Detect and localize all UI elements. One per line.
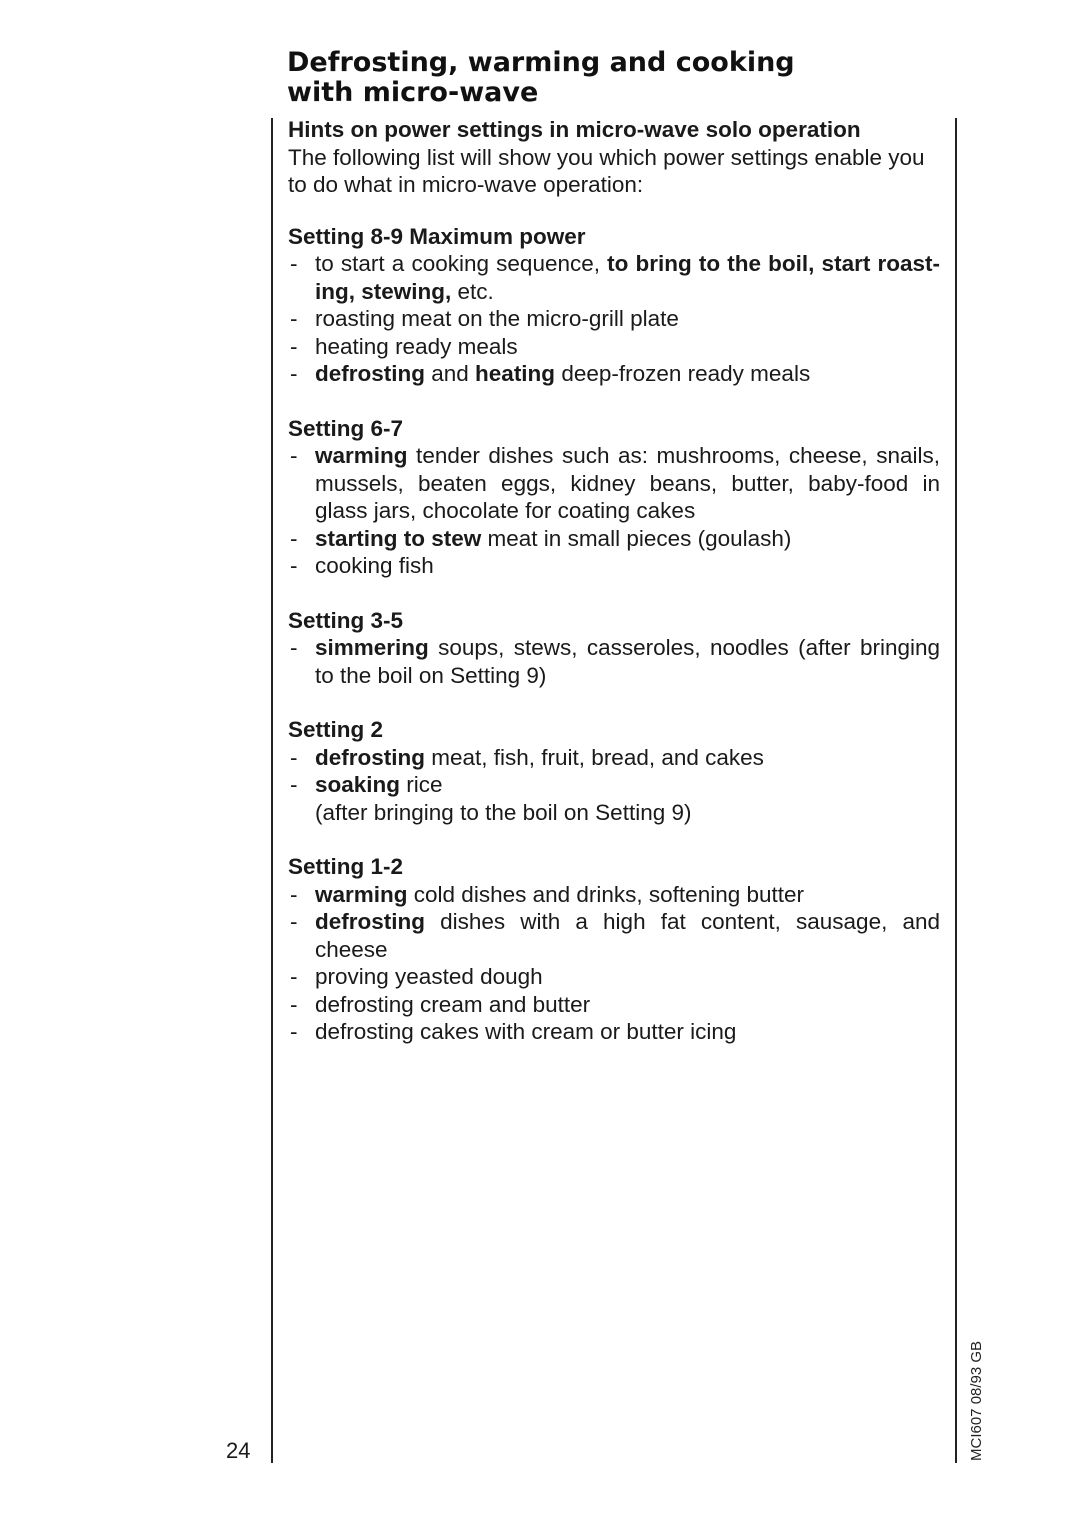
list-item: - proving yeasted dough bbox=[288, 963, 940, 991]
setting-list bbox=[288, 442, 940, 580]
right-margin-rule bbox=[955, 118, 957, 1463]
setting-heading: Setting 3-5 bbox=[288, 607, 404, 633]
list-item: - warming cold dishes and drinks, softening butter bbox=[288, 881, 940, 909]
list-item: - heating ready meals bbox=[288, 333, 940, 361]
setting-list bbox=[288, 744, 940, 827]
left-margin-rule bbox=[271, 118, 273, 1463]
list-item: - defrosting cream and butter bbox=[288, 991, 940, 1019]
list-item: - to start a cooking sequence, to bring to the boil, start roasting, stewing, etc. bbox=[288, 250, 940, 305]
list-item: - defrosting dishes with a high fat content, sausage, and cheese bbox=[288, 908, 940, 963]
settings-sections bbox=[288, 223, 940, 1046]
page-number: 24 bbox=[226, 1438, 251, 1463]
list-item: - cooking fish bbox=[288, 552, 940, 580]
list-item: - simmering soups, stews, casseroles, noodles (after bringing to the boil on Setting 9) bbox=[288, 634, 940, 689]
list-item: - defrosting meat, fish, fruit, bread, and cakes bbox=[288, 744, 940, 772]
list-item: - soaking rice bbox=[288, 771, 940, 799]
setting-section bbox=[288, 607, 940, 690]
list-item: - defrosting cakes with cream or butter icing bbox=[288, 1018, 940, 1046]
setting-heading: Setting 8-9 Maximum power bbox=[288, 223, 586, 249]
setting-section bbox=[288, 716, 940, 826]
setting-heading: Setting 6-7 bbox=[288, 415, 404, 441]
setting-section bbox=[288, 415, 940, 580]
list-item: (after bringing to the boil on Setting 9) bbox=[315, 799, 692, 825]
intro-heading: Hints on power settings in micro-wave solo operation bbox=[288, 117, 861, 142]
page-title-line-1: Defrosting, warming and cooking bbox=[287, 47, 795, 78]
setting-section bbox=[288, 853, 940, 1046]
intro-text: The following list will show you which power settings enable you to do what in micro-wave operation: bbox=[288, 144, 925, 197]
setting-list bbox=[288, 634, 940, 689]
list-item: - defrosting and heating deep-frozen ready meals bbox=[288, 360, 940, 388]
document-code: MCI607 08/93 GB bbox=[968, 1340, 985, 1461]
setting-list bbox=[288, 250, 940, 388]
page-title-line-2: with micro-wave bbox=[287, 77, 539, 108]
page-title bbox=[287, 48, 987, 108]
setting-list bbox=[288, 881, 940, 1046]
list-item: - roasting meat on the micro-grill plate bbox=[288, 305, 940, 333]
content-column bbox=[288, 116, 940, 1073]
setting-section bbox=[288, 223, 940, 388]
list-item: - warming tender dishes such as: mushrooms, cheese, snails, mussels, beaten eggs, kidney beans, butter, baby-food in glass jars, chocolate for coating cakes bbox=[288, 442, 940, 525]
list-item: - starting to stew meat in small pieces (goulash) bbox=[288, 525, 940, 553]
setting-heading: Setting 1-2 bbox=[288, 854, 404, 879]
setting-heading: Setting 2 bbox=[288, 717, 384, 742]
